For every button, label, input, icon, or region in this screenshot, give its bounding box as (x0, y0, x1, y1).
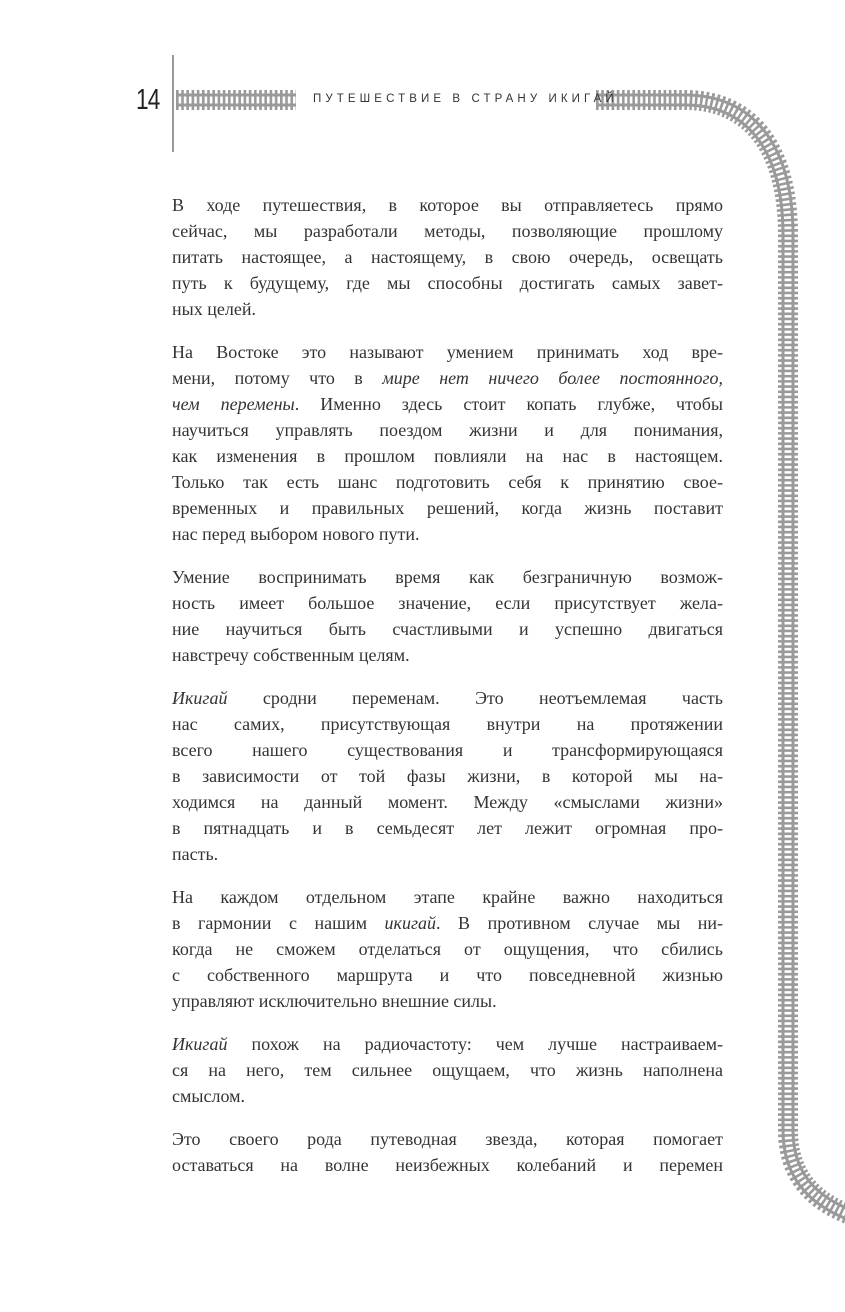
paragraph (172, 1126, 723, 1178)
text-segment: в зависимости от той фазы жизни, в которой мы на- (172, 766, 723, 786)
text-line (172, 1152, 723, 1178)
italic-text: мире нет ничего более постоянного, (382, 368, 723, 388)
text-line (172, 244, 723, 270)
text-segment: временных и правильных решений, когда жизнь поставит (172, 498, 723, 518)
paragraph (172, 1031, 723, 1109)
text-line (172, 884, 723, 910)
text-line (172, 443, 723, 469)
text-line (172, 988, 723, 1014)
text-line (172, 1126, 723, 1152)
text-segment: когда не сможем отделаться от ощущения, что сбились (172, 939, 723, 959)
text-line (172, 910, 723, 936)
text-segment: ние научиться быть счастливыми и успешно двигаться (172, 619, 723, 639)
text-line (172, 962, 723, 988)
text-line (172, 1083, 723, 1109)
text-line (172, 841, 723, 867)
italic-text: икигай (384, 913, 436, 933)
text-line (172, 218, 723, 244)
paragraph (172, 339, 723, 547)
text-segment: пасть. (172, 844, 219, 864)
text-segment: навстречу собственным целям. (172, 645, 410, 665)
text-line (172, 469, 723, 495)
text-segment: смыслом. (172, 1086, 245, 1106)
text-line (172, 339, 723, 365)
text-segment: в гармонии с нашим (172, 913, 385, 933)
header-divider-line (172, 55, 174, 152)
text-line (172, 1031, 723, 1057)
text-segment: ность имеет большое значение, если присутствует жела- (172, 593, 723, 613)
text-segment: ных целей. (172, 299, 256, 319)
paragraph (172, 192, 723, 322)
text-line (172, 391, 723, 417)
text-line (172, 590, 723, 616)
text-segment: питать настоящее, а настоящему, в свою очередь, освещать (172, 247, 723, 267)
text-line (172, 936, 723, 962)
text-segment: Это своего рода путеводная звезда, которая помогает (172, 1129, 723, 1149)
text-segment: оставаться на волне неизбежных колебаний и перемен (172, 1155, 723, 1175)
italic-text: чем перемены (172, 394, 295, 414)
text-line (172, 495, 723, 521)
text-line (172, 1057, 723, 1083)
page-number: 14 (136, 84, 160, 116)
body-text (172, 192, 723, 1195)
text-segment: На каждом отдельном этапе крайне важно находиться (172, 887, 723, 907)
paragraph (172, 685, 723, 867)
text-line (172, 685, 723, 711)
text-segment: с собственного маршрута и что повседневной жизнью (172, 965, 723, 985)
text-line (172, 564, 723, 590)
text-segment: сродни переменам. Это неотъемлемая часть (227, 688, 723, 708)
text-line (172, 789, 723, 815)
paragraph (172, 884, 723, 1014)
text-segment: Только так есть шанс подготовить себя к принятию свое- (172, 472, 723, 492)
text-line (172, 815, 723, 841)
text-segment: ся на него, тем сильнее ощущаем, что жизнь наполнена (172, 1060, 723, 1080)
running-title: ПУТЕШЕСТВИЕ В СТРАНУ ИКИГАЙ (313, 93, 618, 105)
text-segment: сейчас, мы разработали методы, позволяющие прошлому (172, 221, 723, 241)
text-line (172, 642, 723, 668)
text-line (172, 365, 723, 391)
text-segment: мени, потому что в (172, 368, 383, 388)
italic-text: Икигай (172, 688, 228, 708)
text-line (172, 616, 723, 642)
text-segment: ходимся на данный момент. Между «смыслами жизни» (172, 792, 723, 812)
text-segment: . Именно здесь стоит копать глубже, чтобы (294, 394, 723, 414)
text-segment: Умение воспринимать время как безграничную возмож- (172, 567, 723, 587)
text-line (172, 296, 723, 322)
text-segment: как изменения в прошлом повлияли на нас в настоящем. (172, 446, 723, 466)
text-segment: похож на радиочастоту: чем лучше настраиваем- (227, 1034, 723, 1054)
paragraph (172, 564, 723, 668)
text-segment: всего нашего существования и трансформирующаяся (172, 740, 723, 760)
text-line (172, 711, 723, 737)
text-segment: научиться управлять поездом жизни и для понимания, (172, 420, 723, 440)
text-segment: нас перед выбором нового пути. (172, 524, 420, 544)
text-segment: На Востоке это называют умением принимать ход вре- (172, 342, 723, 362)
italic-text: Икигай (172, 1034, 228, 1054)
text-segment: В ходе путешествия, в которое вы отправляетесь прямо (172, 195, 723, 215)
text-segment: управляют исключительно внешние силы. (172, 991, 497, 1011)
text-segment: в пятнадцать и в семьдесят лет лежит огромная про- (172, 818, 723, 838)
text-segment: путь к будущему, где мы способны достигать самых завет- (172, 273, 723, 293)
text-line (172, 417, 723, 443)
text-line (172, 763, 723, 789)
text-line (172, 737, 723, 763)
text-line (172, 521, 723, 547)
text-segment: нас самих, присутствующая внутри на протяжении (172, 714, 723, 734)
text-line (172, 192, 723, 218)
text-segment: . В противном случае мы ни- (435, 913, 723, 933)
text-line (172, 270, 723, 296)
